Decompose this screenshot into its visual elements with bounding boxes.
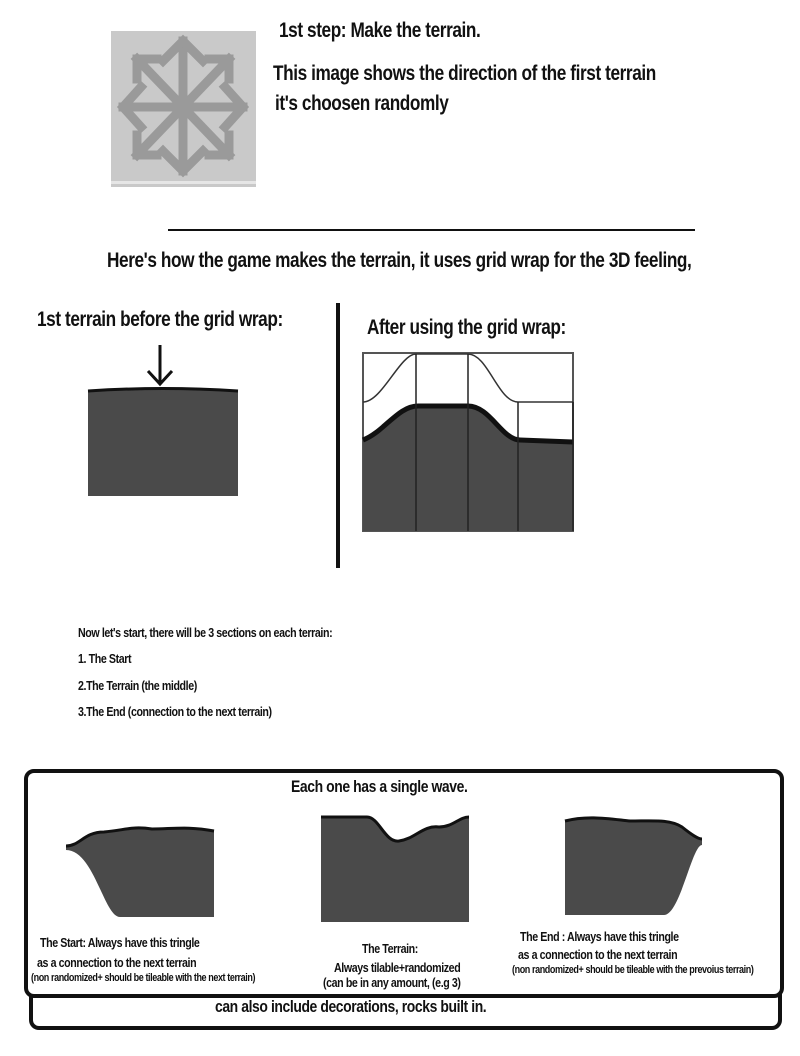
footer-note: can also include decorations, rocks built in.: [215, 997, 487, 1016]
terrain-after-gridwrap: [362, 352, 574, 532]
step1-description-line2: it's choosen randomly: [275, 92, 449, 115]
section-item-end: 3.The End (connection to the next terrain): [78, 704, 272, 719]
section-item-terrain: 2.The Terrain (the middle): [78, 678, 197, 693]
section-divider: [168, 229, 695, 231]
direction-image: [111, 31, 256, 187]
vertical-divider: [336, 303, 340, 568]
after-gridwrap-label: After using the grid wrap:: [367, 316, 566, 339]
end-section-wave: [564, 815, 704, 917]
sections-intro: Now let's start, there will be 3 sections on each terrain:: [78, 625, 333, 640]
start-desc-line2: as a connection to the next terrain: [37, 955, 197, 970]
start-section-wave: [64, 826, 218, 918]
end-desc-line2: as a connection to the next terrain: [518, 947, 678, 962]
down-arrow-icon: [145, 343, 175, 387]
start-desc-line1: The Start: Always have this tringle: [40, 935, 200, 950]
start-desc-line3: (non randomized+ should be tileable with the next terrain): [31, 972, 256, 984]
step1-description-line1: This image shows the direction of the first terrain: [273, 62, 656, 85]
middle-section-wave: [319, 815, 471, 923]
before-gridwrap-label: 1st terrain before the grid wrap:: [37, 308, 283, 331]
waves-title: Each one has a single wave.: [291, 777, 468, 796]
section-item-start: 1. The Start: [78, 651, 132, 666]
gridwrap-intro: Here's how the game makes the terrain, it uses grid wrap for the 3D feeling,: [107, 249, 692, 272]
compass-arrows-icon: [111, 31, 256, 187]
middle-desc-line2: Always tilable+randomized: [334, 960, 461, 975]
end-desc-line1: The End : Always have this tringle: [520, 929, 679, 944]
step1-title: 1st step: Make the terrain.: [279, 19, 481, 42]
terrain-before-gridwrap: [87, 385, 239, 497]
middle-desc-line3: (can be in any amount, (e.g 3): [323, 975, 461, 990]
end-desc-line3: (non randomized+ should be tileable with the prevoius terrain): [512, 964, 754, 976]
middle-desc-line1: The Terrain:: [362, 941, 418, 956]
